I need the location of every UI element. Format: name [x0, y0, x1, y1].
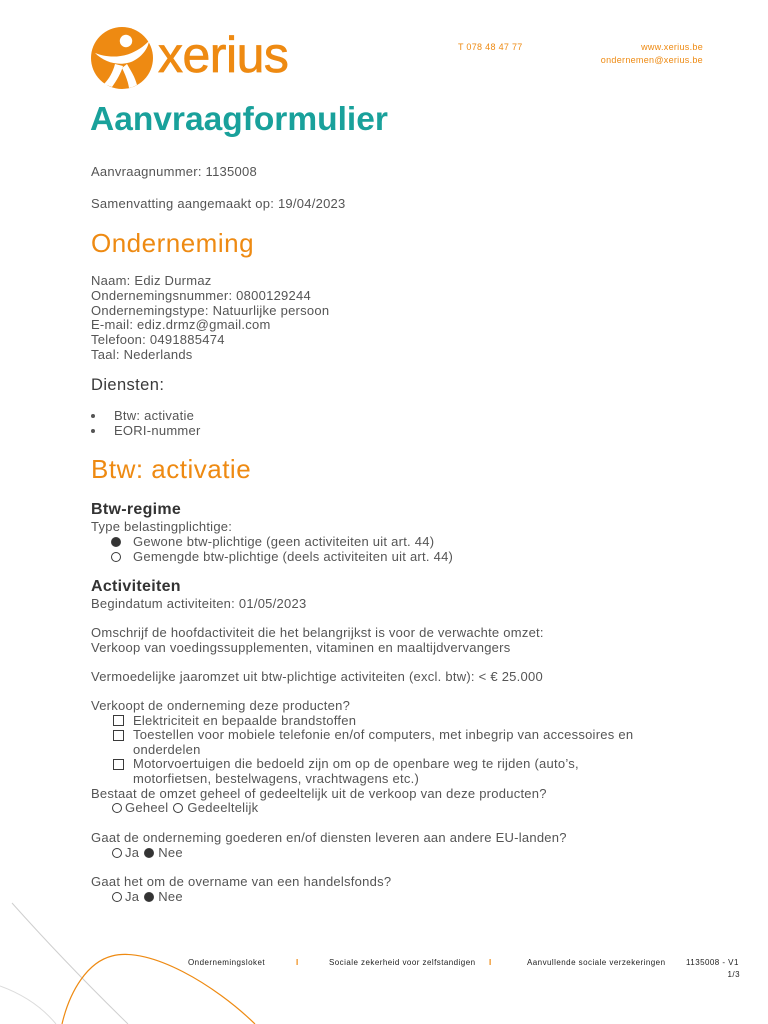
request-number: [91, 164, 257, 179]
expected-turnover-text: Vermoedelijke jaaromzet uit btw-plichtige activiteiten (excl. btw): < € 25.000: [91, 669, 543, 684]
request-number-text: Aanvraagnummer: 1135008: [91, 164, 257, 179]
product-option-label: Motorvoertuigen die bedoeld zijn om op de openbare weg te rijden (auto’s,: [133, 756, 579, 772]
products-question: Verkoopt de onderneming deze producten?: [91, 698, 351, 713]
section-heading-company: Onderneming: [91, 228, 255, 258]
option-label: Ja: [125, 888, 140, 904]
option-label: Nee: [158, 844, 183, 860]
bullet-icon: [91, 429, 95, 433]
company-phone: Telefoon: 0491885474: [91, 332, 225, 348]
service-label: EORI-nummer: [114, 423, 201, 438]
list-item: [91, 408, 201, 423]
eu-options: [91, 846, 567, 861]
checkbox-icon: [113, 730, 124, 741]
header-email-link[interactable]: ondernemen@xerius.be: [600, 55, 703, 65]
checkbox-icon: [113, 715, 124, 726]
taxpayer-type-question: Type belastingplichtige:: [91, 519, 233, 534]
company-type: Ondernemingstype: Natuurlijke persoon: [91, 302, 330, 318]
product-option-telecom: [91, 728, 633, 757]
share-options: [91, 801, 633, 816]
services-list: [91, 408, 201, 438]
footer-separator: I: [489, 958, 492, 967]
xerius-logo-icon: [91, 27, 153, 89]
radio-icon: [173, 803, 183, 813]
vat-regime-heading: Btw-regime: [91, 501, 182, 518]
summary-created: [91, 196, 346, 211]
company-language: Taal: Nederlands: [91, 346, 193, 362]
product-option-electricity: [91, 714, 633, 729]
radio-icon: [112, 848, 122, 858]
eu-block: [91, 831, 567, 860]
footer-separator: I: [296, 958, 299, 967]
main-activity-answer: Verkoop van voedingssupplementen, vitaminen en maaltijdvervangers: [91, 640, 511, 655]
section-heading-vat: Btw: activatie: [91, 454, 252, 484]
footer-item-ondernemingsloket: Ondernemingsloket: [188, 958, 266, 967]
summary-created-text: Samenvatting aangemaakt op: 19/04/2023: [91, 196, 346, 211]
start-date: [91, 596, 306, 611]
eu-question: Gaat de onderneming goederen en/of diensten leveren aan andere EU-landen?: [91, 830, 567, 845]
header-website-link[interactable]: www.xerius.be: [641, 42, 703, 52]
taxpayer-type-option: [91, 549, 453, 564]
footer-page-number: 1/3: [727, 970, 740, 979]
radio-icon: [144, 848, 154, 858]
vat-regime-block: [91, 519, 453, 564]
product-option-label: Toestellen voor mobiele telefonie en/of computers, met inbegrip van accessoires en: [133, 727, 634, 743]
company-email: E-mail: ediz.drmz@gmail.com: [91, 317, 271, 333]
product-option-label: motorfietsen, bestelwagens, vrachtwagens etc.): [133, 770, 420, 786]
option-label: Gedeeltelijk: [187, 800, 259, 816]
radio-icon: [111, 537, 121, 547]
xerius-wordmark: xerius: [158, 27, 289, 83]
taxpayer-type-option: [91, 534, 453, 549]
option-label: Gewone btw-plichtige (geen activiteiten uit art. 44): [133, 534, 435, 549]
activities-heading: Activiteiten: [91, 578, 181, 595]
option-label: Nee: [158, 888, 183, 904]
bullet-icon: [91, 414, 95, 418]
services-heading: Diensten:: [91, 376, 165, 394]
product-option-vehicles: [91, 757, 633, 786]
list-item: [91, 423, 201, 438]
header-phone: T 078 48 47 77: [458, 42, 523, 52]
service-label: Btw: activatie: [114, 408, 195, 423]
footer-decoration: [0, 890, 280, 1024]
option-label: Gemengde btw-plichtige (deels activiteiten uit art. 44): [133, 549, 454, 564]
start-date-text: Begindatum activiteiten: 01/05/2023: [91, 596, 307, 611]
option-label: Ja: [125, 844, 140, 860]
product-option-label: Elektriciteit en bepaalde brandstoffen: [133, 712, 357, 728]
expected-turnover: [91, 669, 543, 684]
company-number: Ondernemingsnummer: 0800129244: [91, 287, 311, 303]
page-title: Aanvraagformulier: [90, 101, 388, 138]
company-name: Naam: Ediz Durmaz: [91, 273, 212, 288]
footer-doc-ref: 1135008 - V1: [686, 958, 739, 967]
company-details: [91, 274, 329, 363]
radio-icon: [111, 552, 121, 562]
main-activity: [91, 625, 544, 655]
products-block: [91, 699, 633, 816]
takeover-question: Gaat het om de overname van een handelsfonds?: [91, 874, 392, 889]
checkbox-icon: [113, 759, 124, 770]
footer-item-insurance: Aanvullende sociale verzekeringen: [527, 958, 666, 967]
main-activity-question: Omschrijf de hoofdactiviteit die het belangrijkst is voor de verwachte omzet:: [91, 625, 544, 640]
product-option-label: onderdelen: [133, 741, 201, 757]
radio-icon: [112, 803, 122, 813]
option-label: Geheel: [125, 800, 169, 816]
footer-item-social-security: Sociale zekerheid voor zelfstandigen: [329, 958, 476, 967]
share-question: Bestaat de omzet geheel of gedeeltelijk uit de verkoop van deze producten?: [91, 785, 547, 801]
